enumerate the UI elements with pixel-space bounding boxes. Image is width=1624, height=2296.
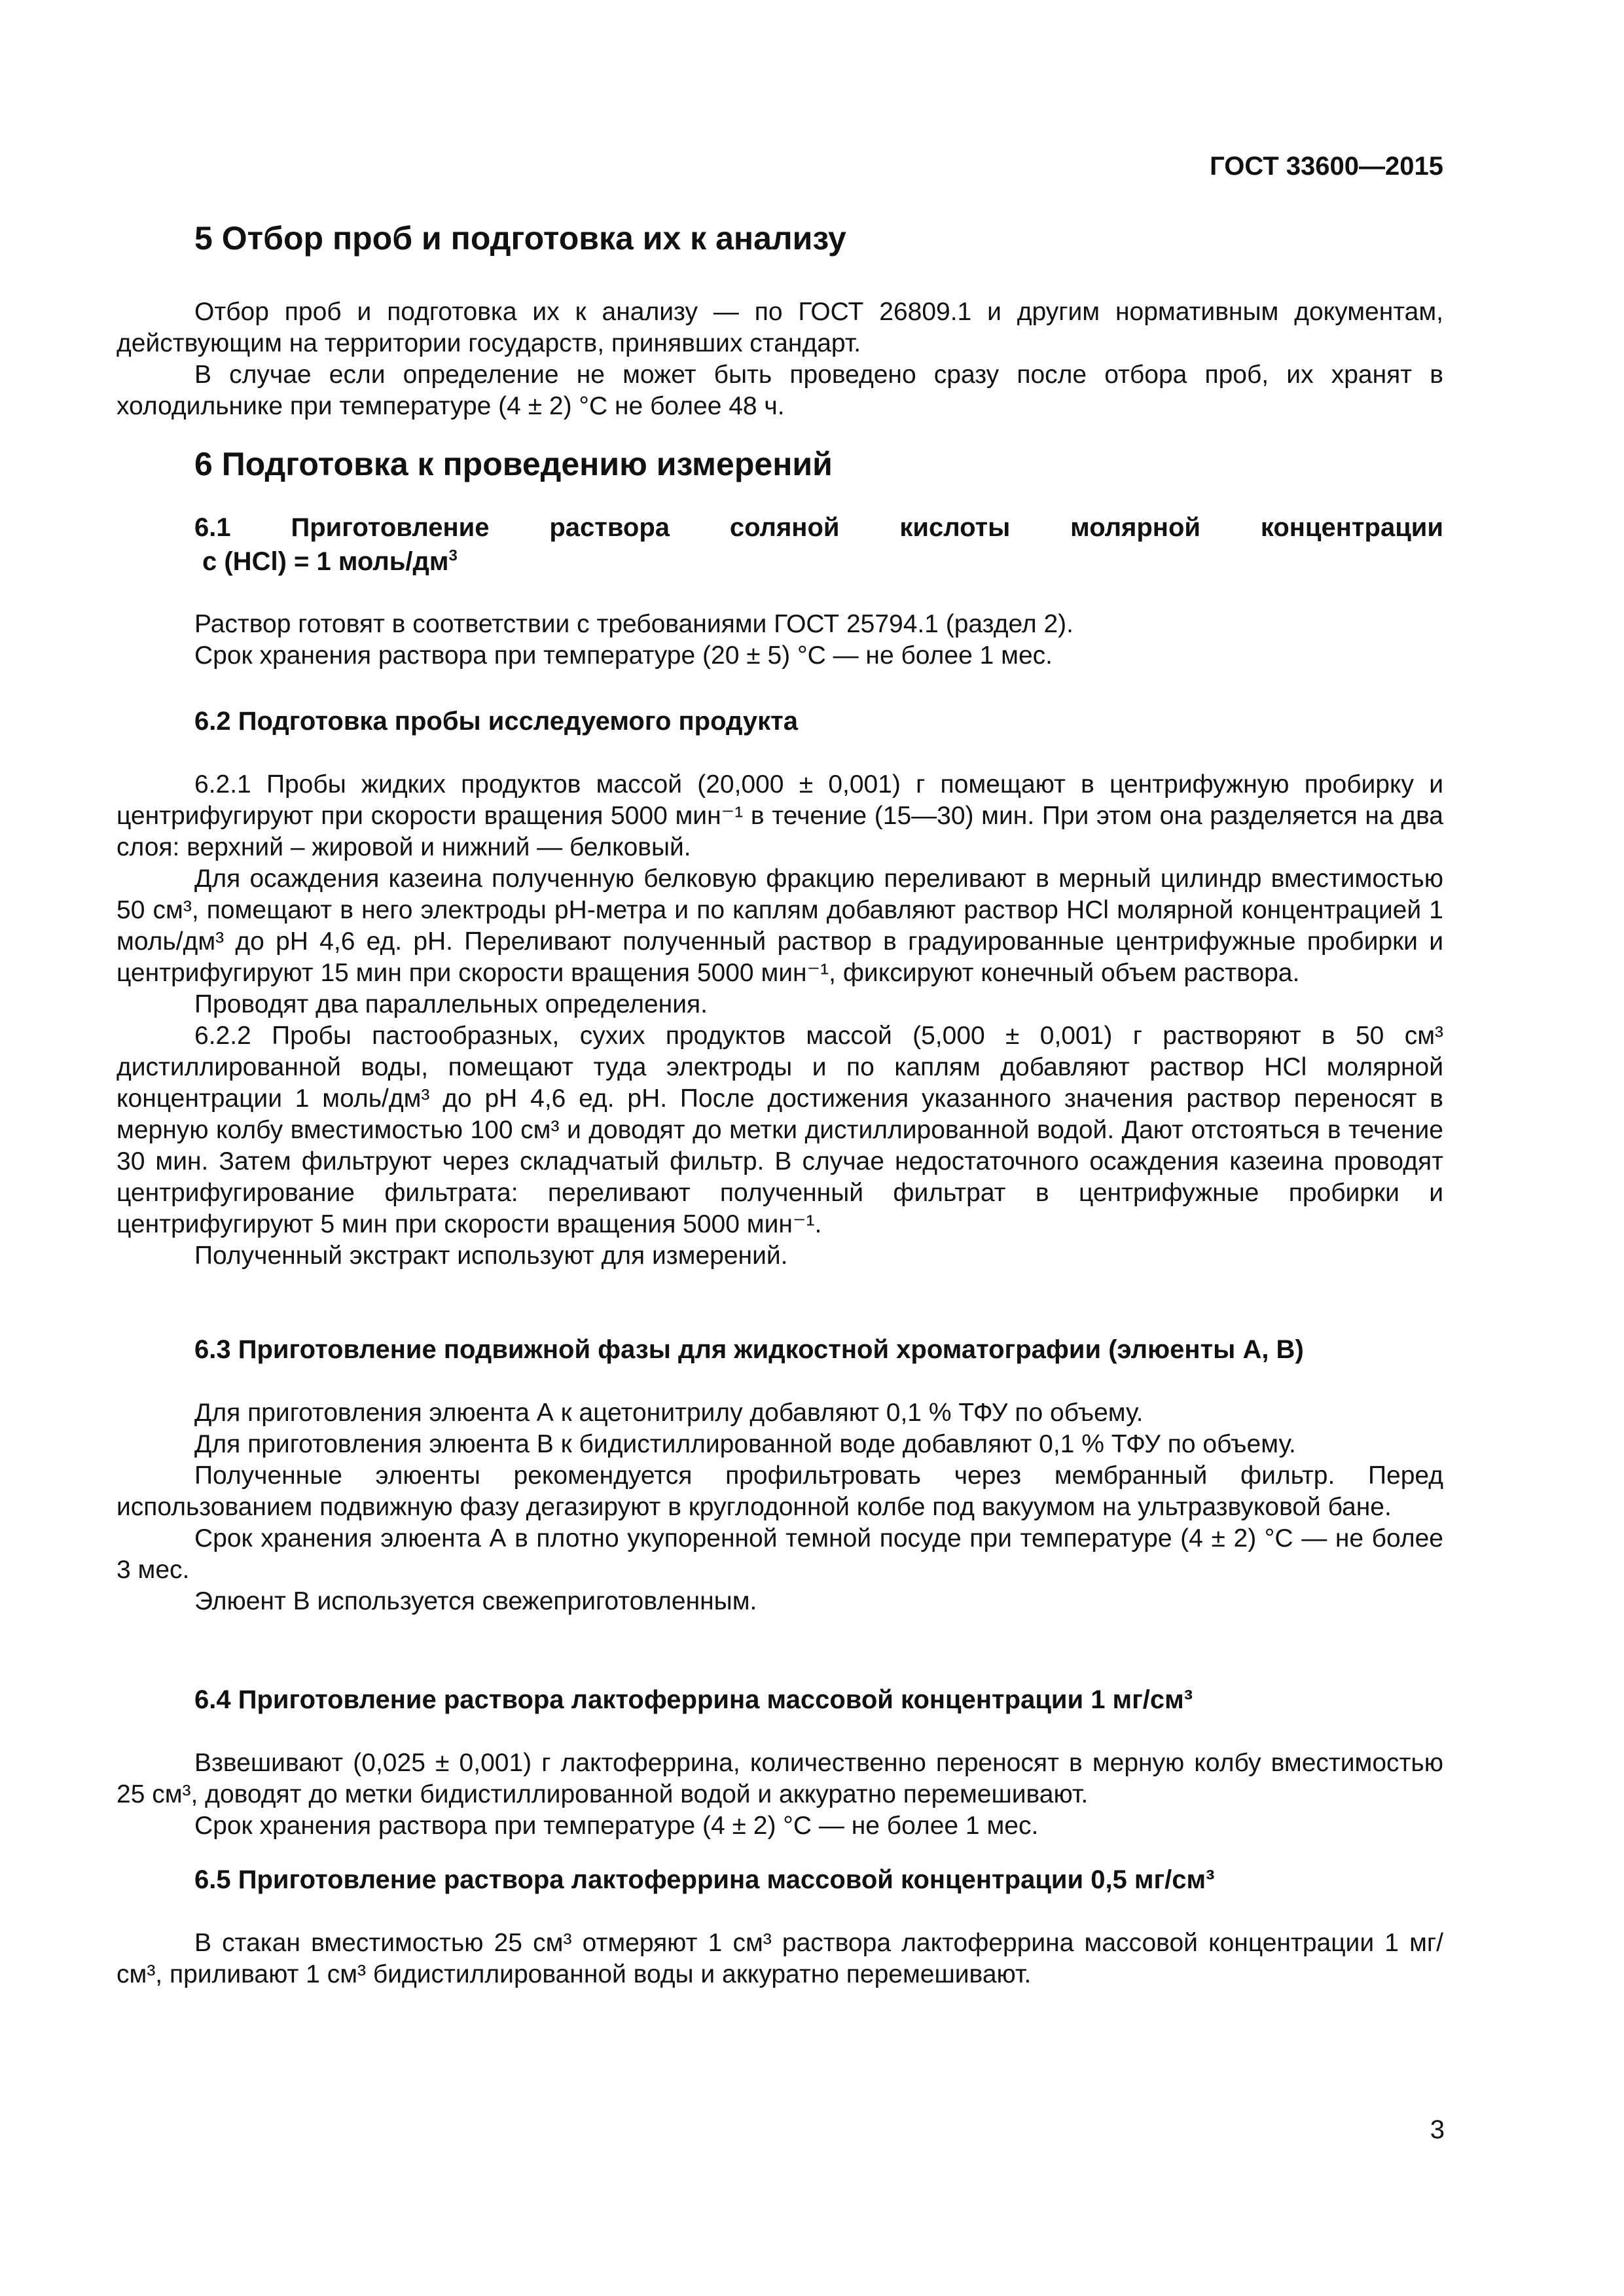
page-number: 3 [1430,2115,1445,2144]
paragraph: Полученные элюенты рекомендуется профильтровать через мембранный фильтр. Перед использованием подвижную фазу дегазируют в круглодонной колбе под вакуумом на ультразвуковой бане. [117,1462,1443,1521]
h61-formula: с (HCl) = 1 моль/дм [202,547,449,576]
h61-word: соляной [729,513,840,542]
paragraph: В случае если определение не может быть проведено сразу после отбора проб, их хранят в холодильнике при температуре (4 ± 2) °С не более 48 ч. [117,361,1443,420]
h61-word: 6.1 [194,513,231,542]
subsection-6-3 [117,1335,1443,1617]
paragraph: Срок хранения элюента А в плотно укупоренной темной посуде при температуре (4 ± 2) °С — не более 3 мес. [117,1524,1443,1584]
section-6-title-block [117,445,1443,483]
paragraph: Взвешивают (0,025 ± 0,001) г лактоферрина, количественно переносят в мерную колбу вместимостью 25 см³, доводят до метки бидистиллированной водой и аккуратно перемешивают. [117,1749,1443,1808]
document-id: ГОСТ 33600—2015 [1210,152,1443,181]
paragraph: Полученный экстракт используют для измерений. [194,1242,788,1270]
paragraph: 6.2.2 Пробы пастообразных, сухих продуктов массой (5,000 ± 0,001) г растворяют в 50 см³ дистиллированной воды, помещают туда электроды и по каплям добавляют раствор HCl молярной концентрации 1 моль/дм³ до pH 4,6 ед. pH. После достижения указанного значения раствор переносят в мерную колбу вместимостью 100 см³ и доводят до метки дистиллированной водой. Дают отстояться в течение 30 мин. Затем фильтруют через складчатый фильтр. В случае недостаточного осаждения казеина проводят центрифугирование фильтрата: переливают полученный фильтрат в центрифужные пробирки и центрифугируют 5 мин при скорости вращения 5000 мин⁻¹. [117,1022,1443,1238]
h61-word: Приготовление [291,513,490,542]
subsection-6-5-title: 6.5 Приготовление раствора лактоферрина массовой концентрации 0,5 мг/см³ [194,1865,1215,1894]
subsection-6-3-title: 6.3 Приготовление подвижной фазы для жидкостной хроматографии (элюенты А, В) [194,1335,1304,1364]
paragraph: Срок хранения раствора при температуре (20 ± 5) °С — не более 1 мес. [194,641,1053,670]
paragraph: Проводят два параллельных определения. [194,990,708,1018]
subsection-6-5 [117,1865,1443,1990]
paragraph: Для осаждения казеина полученную белковую фракцию переливают в мерный цилиндр вместимостью 50 см³, помещают в него электроды pH-метра и по каплям добавляют раствор HCl молярной концентрацией 1 моль/дм³ до pH 4,6 ед. pH. Переливают полученный раствор в градуированные центрифужные пробирки и центрифугируют 15 мин при скорости вращения 5000 мин⁻¹, фиксируют конечный объем раствора. [117,865,1443,987]
h61-word: кислоты [899,513,1011,542]
paragraph: В стакан вместимостью 25 см³ отмеряют 1 см³ раствора лактоферрина массовой концентрации 1 мг/см³, приливают 1 см³ бидистиллированной воды и аккуратно перемешивают. [117,1929,1443,1988]
h61-word: концентрации [1260,513,1443,542]
subsection-6-1-body [117,609,1443,672]
section-5-title: 5 Отбор проб и подготовка их к анализу [194,220,846,257]
subsection-6-2 [117,707,1443,1272]
paragraph: Раствор готовят в соответствии с требованиями ГОСТ 25794.1 (раздел 2). [194,610,1074,638]
paragraph: Срок хранения раствора при температуре (4 ± 2) °С — не более 1 мес. [194,1812,1039,1840]
subsection-6-1-title [117,511,1443,579]
paragraph: 6.2.1 Пробы жидких продуктов массой (20,000 ± 0,001) г помещают в центрифужную пробирку и центрифугируют при скорости вращения 5000 мин⁻¹ в течение (15—30) мин. При этом она разделяется на два слоя: верхний – жировой и нижний — белковый. [117,770,1443,861]
section-5 [117,219,1443,422]
subsection-6-2-title: 6.2 Подготовка пробы исследуемого продукта [194,707,798,736]
paragraph: Для приготовления элюента А к ацетонитрилу добавляют 0,1 % ТФУ по объему. [194,1399,1144,1427]
paragraph: Отбор проб и подготовка их к анализу — по ГОСТ 26809.1 и другим нормативным документам, действующим на территории государств, принявших стандарт. [117,298,1443,357]
subsection-6-4 [117,1685,1443,1842]
h61-word: раствора [549,513,670,542]
paragraph: Элюент В используется свежеприготовленным. [194,1587,757,1615]
superscript: 3 [448,547,458,565]
h61-word: молярной [1070,513,1200,542]
subsection-6-4-title: 6.4 Приготовление раствора лактоферрина массовой концентрации 1 мг/см³ [194,1685,1193,1714]
paragraph: Для приготовления элюента В к бидистиллированной воде добавляют 0,1 % ТФУ по объему. [194,1430,1296,1458]
section-6-title: 6 Подготовка к проведению измерений [194,446,833,482]
